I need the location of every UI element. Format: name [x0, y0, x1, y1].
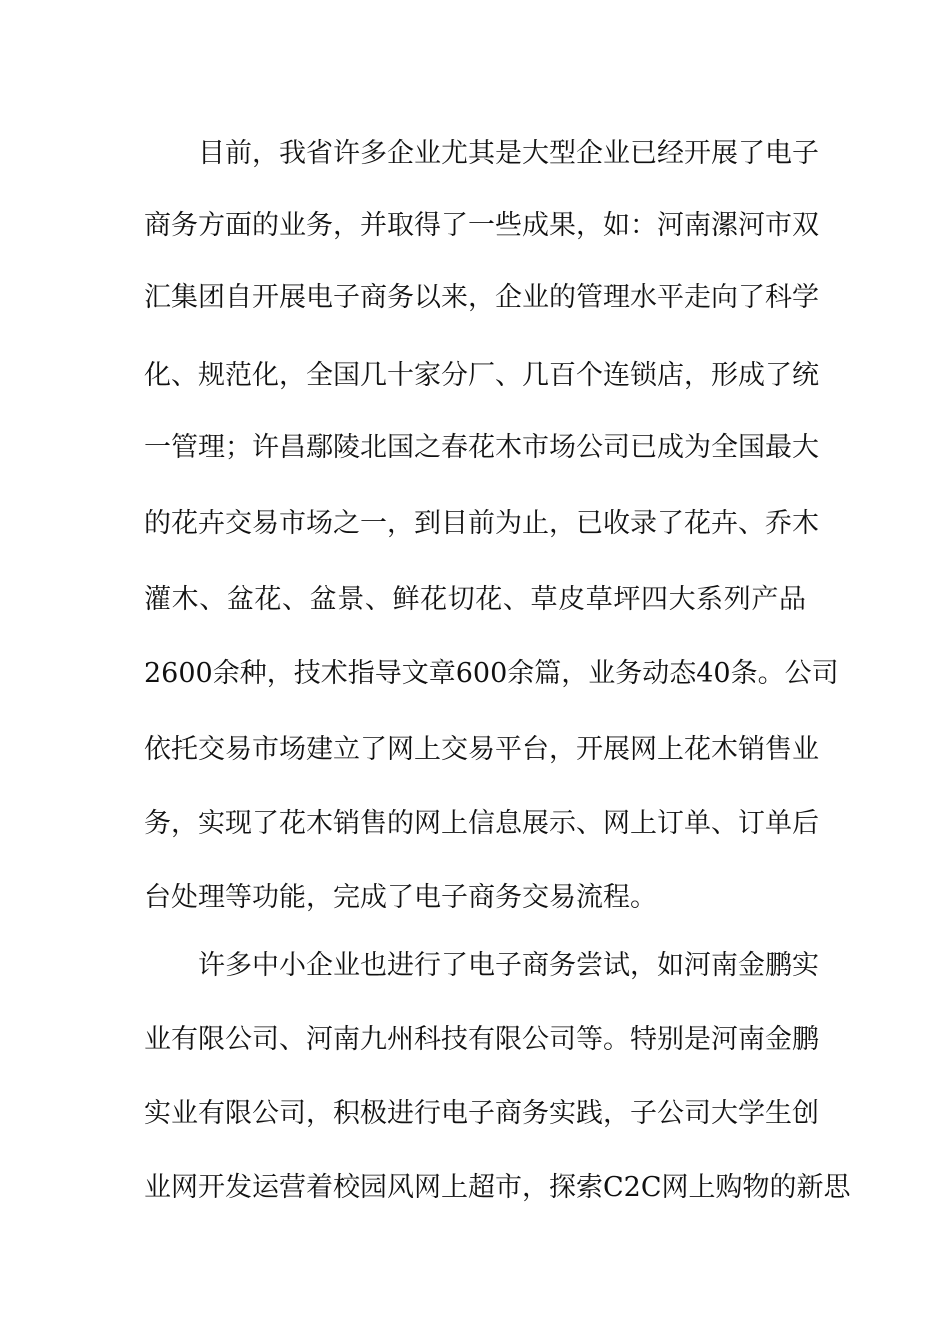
paragraph-1-line-5: 一管理；许昌鄢陵北国之春花木市场公司已成为全国最大 [144, 432, 819, 463]
paragraph-1-line-8: 2600余种，技术指导文章600余篇，业务动态40条。公司 [144, 658, 839, 689]
paragraph-1-line-6: 的花卉交易市场之一，到目前为止，已收录了花卉、乔木 [144, 508, 819, 539]
paragraph-1-line-1: 目前，我省许多企业尤其是大型企业已经开展了电子 [198, 138, 819, 169]
paragraph-2-line-4: 业网开发运营着校园风网上超市，探索C2C网上购物的新思 [144, 1172, 851, 1203]
paragraph-1-line-3: 汇集团自开展电子商务以来，企业的管理水平走向了科学 [144, 282, 819, 313]
paragraph-1-line-4: 化、规范化，全国几十家分厂、几百个连锁店，形成了统 [144, 360, 819, 391]
paragraph-1-line-11: 台处理等功能，完成了电子商务交易流程。 [144, 882, 657, 913]
paragraph-2-line-3: 实业有限公司，积极进行电子商务实践，子公司大学生创 [144, 1098, 819, 1129]
paragraph-2-line-2: 业有限公司、河南九州科技有限公司等。特别是河南金鹏 [144, 1024, 819, 1055]
paragraph-1-line-2: 商务方面的业务，并取得了一些成果，如：河南漯河市双 [144, 210, 819, 241]
paragraph-2-line-1: 许多中小企业也进行了电子商务尝试，如河南金鹏实 [198, 950, 819, 981]
paragraph-1-line-10: 务，实现了花木销售的网上信息展示、网上订单、订单后 [144, 808, 819, 839]
paragraph-1-line-9: 依托交易市场建立了网上交易平台，开展网上花木销售业 [144, 734, 819, 765]
paragraph-1-line-7: 灌木、盆花、盆景、鲜花切花、草皮草坪四大系列产品 [144, 584, 806, 615]
